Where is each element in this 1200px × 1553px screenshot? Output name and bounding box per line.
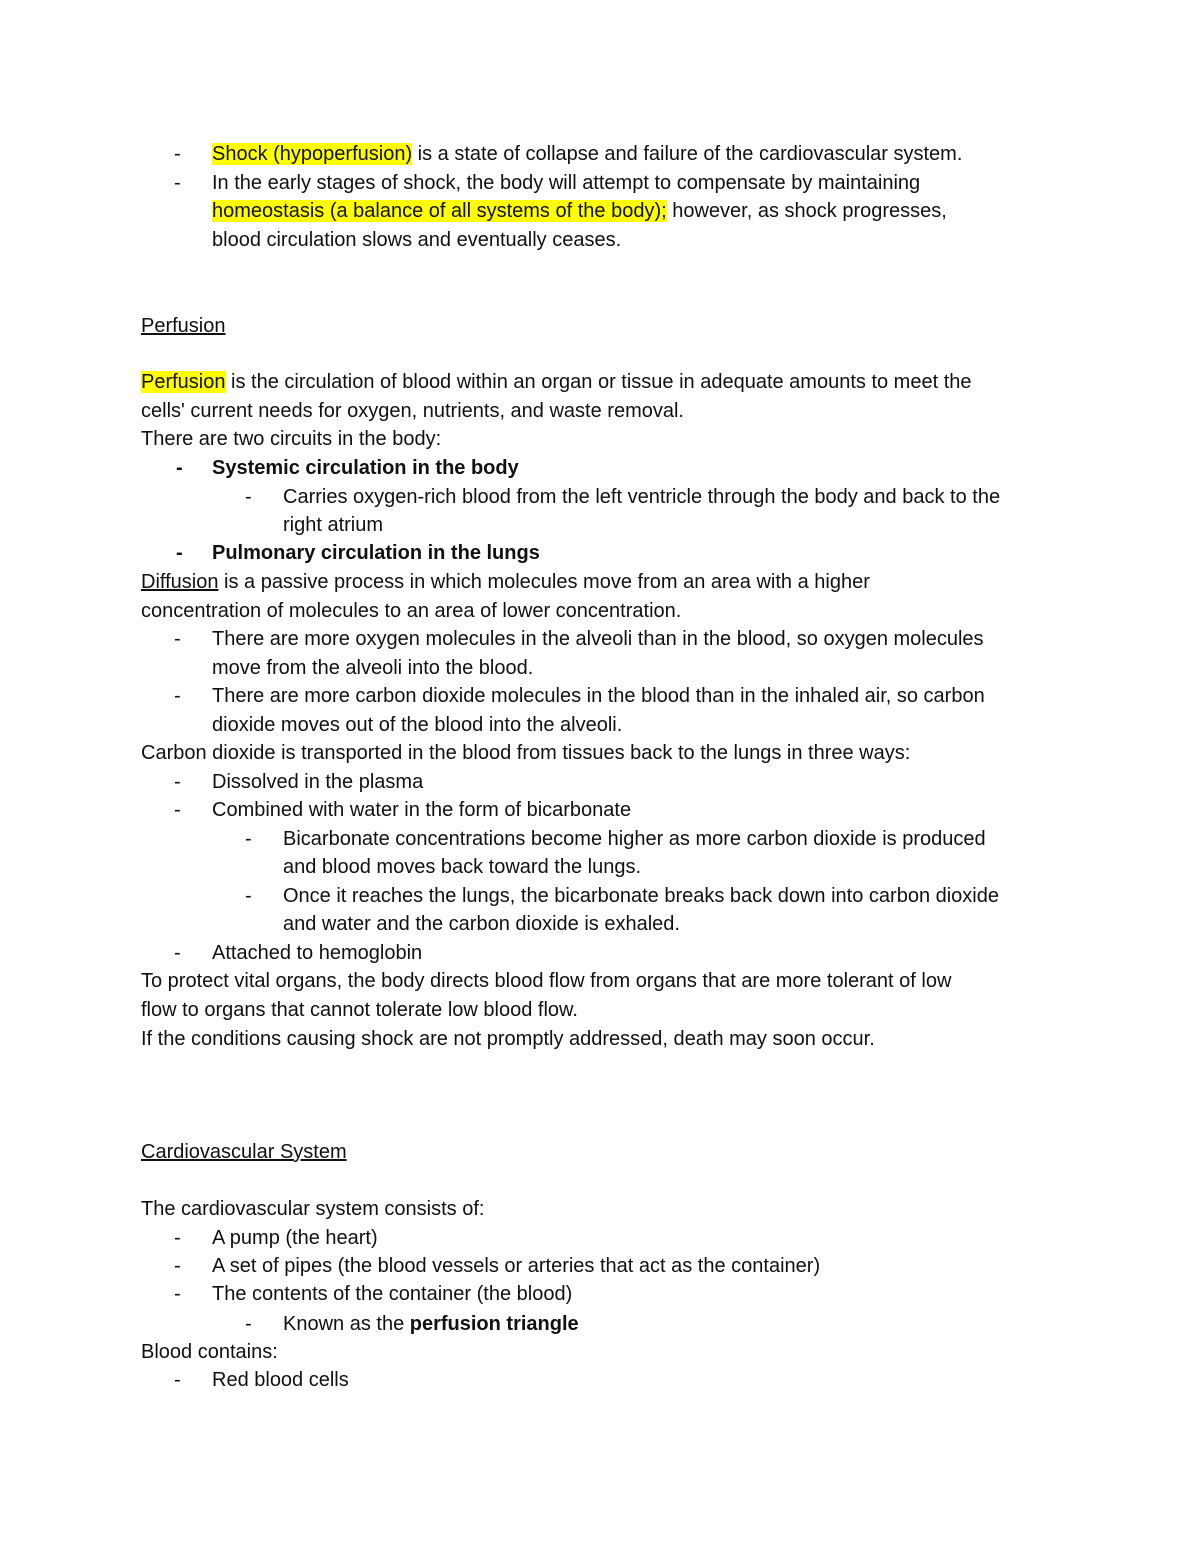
bullet-dash: - [245,828,252,850]
oxygen-line-1: There are more oxygen molecules in the alveoli than in the blood, so oxygen molecules [212,628,984,650]
bullet-dash: - [245,1313,252,1335]
bullet-dash: - [174,799,181,821]
early-stages-line-1: In the early stages of shock, the body will attempt to compensate by maintaining [212,172,921,194]
co2-line-1: There are more carbon dioxide molecules in the blood than in the inhaled air, so carbon [212,685,985,707]
perfusion-triangle-item: Known as the perfusion triangle [283,1313,579,1335]
bicarbonate-detail-a-line-2: and blood moves back toward the lungs. [283,856,641,878]
shock-term-highlight: Shock (hypoperfusion) [212,143,413,165]
bullet-dash: - [174,1227,181,1249]
protect-organs-line-2: flow to organs that cannot tolerate low blood flow. [141,999,578,1021]
contents-item: The contents of the container (the blood) [212,1283,573,1305]
perfusion-term-highlight: Perfusion [141,371,226,393]
bullet-dash: - [174,771,181,793]
bullet-dash: - [174,1255,181,1277]
perfusion-definition-line-2: cells' current needs for oxygen, nutrients, and waste removal. [141,400,684,422]
homeostasis-highlight: homeostasis (a balance of all systems of the body); [212,200,667,222]
bullet-dash: - [174,1369,181,1391]
co2-transport-intro: Carbon dioxide is transported in the blood from tissues back to the lungs in three ways: [141,742,911,764]
bullet-dash: - [176,457,183,479]
red-blood-cells-item: Red blood cells [212,1369,349,1391]
bicarbonate-detail-a-line-1: Bicarbonate concentrations become higher as more carbon dioxide is produced [283,828,986,850]
early-stages-line-2: homeostasis (a balance of all systems of the body); however, as shock progresses, [212,200,947,222]
blood-contains: Blood contains: [141,1341,278,1363]
systemic-circulation: Systemic circulation in the body [212,457,519,479]
perfusion-definition-line-1: Perfusion is the circulation of blood within an organ or tissue in adequate amounts to meet the [141,371,972,393]
bicarbonate-item: Combined with water in the form of bicarbonate [212,799,632,821]
systemic-detail-line-1: Carries oxygen-rich blood from the left ventricle through the body and back to the [283,486,1001,508]
cardio-intro: The cardiovascular system consists of: [141,1198,485,1220]
systemic-detail-line-2: right atrium [283,514,384,536]
cardiovascular-heading: Cardiovascular System [141,1141,347,1163]
bullet-dash: - [174,628,181,650]
bullet-dash: - [176,542,183,564]
co2-line-2: dioxide moves out of the blood into the alveoli. [212,714,623,736]
early-stages-line-3: blood circulation slows and eventually ceases. [212,229,622,251]
bullet-dash: - [245,486,252,508]
bicarbonate-detail-b-line-1: Once it reaches the lungs, the bicarbonate breaks back down into carbon dioxide [283,885,999,907]
dissolved-plasma: Dissolved in the plasma [212,771,424,793]
pulmonary-circulation: Pulmonary circulation in the lungs [212,542,540,564]
bullet-dash: - [245,885,252,907]
death-statement: If the conditions causing shock are not promptly addressed, death may soon occur. [141,1028,875,1050]
perfusion-triangle-term: perfusion triangle [409,1313,579,1335]
bullet-dash: - [174,1283,181,1305]
diffusion-definition-line-2: concentration of molecules to an area of lower concentration. [141,600,682,622]
diffusion-definition-line-1: Diffusion is a passive process in which molecules move from an area with a higher [141,571,870,593]
perfusion-heading: Perfusion [141,315,226,337]
circuits-intro: There are two circuits in the body: [141,428,442,450]
protect-organs-line-1: To protect vital organs, the body directs blood flow from organs that are more tolerant of low [141,970,952,992]
diffusion-term: Diffusion [141,571,219,593]
pipes-item: A set of pipes (the blood vessels or arteries that act as the container) [212,1255,821,1277]
bullet-dash: - [174,172,181,194]
shock-definition: Shock (hypoperfusion) is a state of collapse and failure of the cardiovascular system. [212,143,963,165]
hemoglobin-item: Attached to hemoglobin [212,942,423,964]
bullet-dash: - [174,685,181,707]
bullet-dash: - [174,942,181,964]
pump-item: A pump (the heart) [212,1227,378,1249]
bicarbonate-detail-b-line-2: and water and the carbon dioxide is exhaled. [283,913,680,935]
oxygen-line-2: move from the alveoli into the blood. [212,657,534,679]
bullet-dash: - [174,143,181,165]
